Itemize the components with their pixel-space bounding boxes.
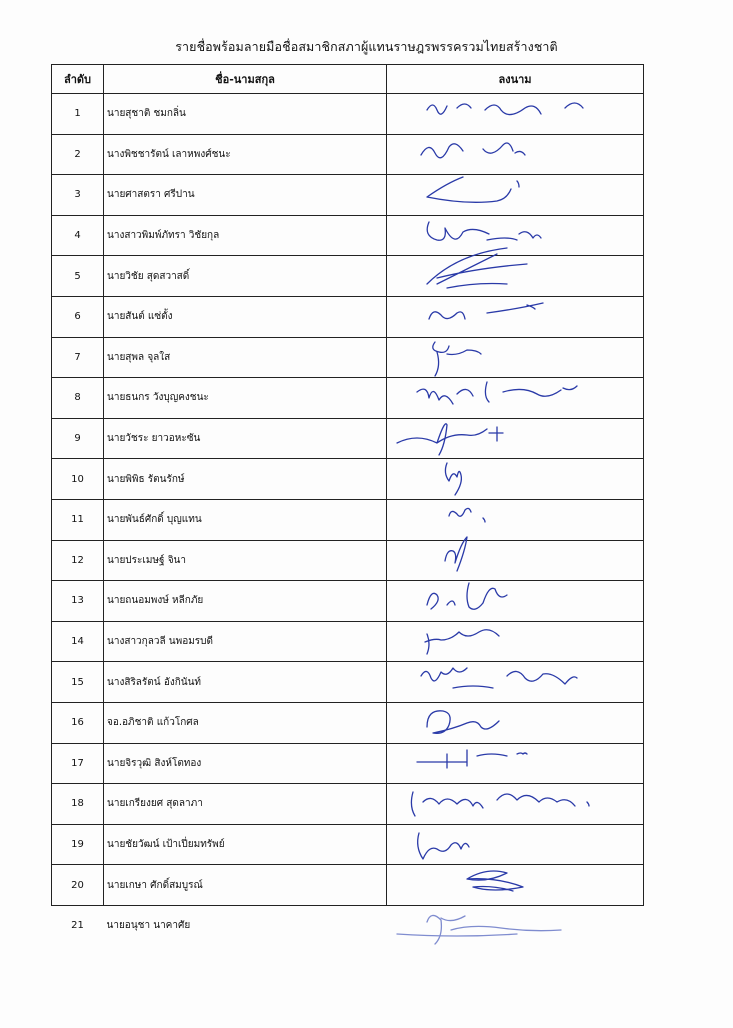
member-name: นายประเมษฐ์ จินา (104, 540, 387, 581)
member-name: นายถนอมพงษ์ หลีกภัย (104, 581, 387, 622)
signature-table (51, 64, 644, 945)
row-number: 20 (52, 865, 104, 906)
row-number: 5 (52, 256, 104, 297)
row-number: 2 (52, 134, 104, 175)
row-number: 14 (52, 621, 104, 662)
member-name: นายชัยวัฒน์ เป้าเปี่ยมทรัพย์ (104, 824, 387, 865)
row-number: 16 (52, 702, 104, 743)
member-name: นายอนุชา นาคาศัย (104, 905, 387, 945)
row-number: 21 (52, 905, 104, 945)
table-row (52, 905, 644, 945)
member-name: นายวัชระ ยาวอหะซัน (104, 418, 387, 459)
member-name: นางพิชชารัตน์ เลาหพงศ์ชนะ (104, 134, 387, 175)
member-name: นายสุชาติ ชมกลิ่น (104, 94, 387, 135)
row-number: 19 (52, 824, 104, 865)
row-number: 11 (52, 499, 104, 540)
member-name: นายเกษา ศักดิ์สมบูรณ์ (104, 865, 387, 906)
member-name: นางสิริลรัตน์ อังกินันท์ (104, 662, 387, 703)
row-number: 12 (52, 540, 104, 581)
row-number: 3 (52, 175, 104, 216)
document-title: รายชื่อพร้อมลายมือชื่อสมาชิกสภาผู้แทนราษฎรพรรครวมไทยสร้างชาติ (175, 39, 558, 54)
member-name: นางสาวพิมพ์ภัทรา วิชัยกุล (104, 215, 387, 256)
member-name: นายวิชัย สุดสวาสดิ์ (104, 256, 387, 297)
member-name: นายพันธ์ศักดิ์ บุญแทน (104, 499, 387, 540)
member-name: นายธนกร วังบุญคงชนะ (104, 378, 387, 419)
signature-cell (387, 905, 644, 945)
header-name: ชื่อ-นามสกุล (104, 65, 387, 94)
row-number: 1 (52, 94, 104, 135)
row-number: 18 (52, 784, 104, 825)
row-number: 15 (52, 662, 104, 703)
member-name: จอ.อภิชาติ แก้วโกศล (104, 702, 387, 743)
member-name: นายสันต์ แซ่ตั้ง (104, 296, 387, 337)
member-name: นายสุพล จุลใส (104, 337, 387, 378)
row-number: 4 (52, 215, 104, 256)
member-name: นางสาวกุลวลี นพอมรบดี (104, 621, 387, 662)
member-name: นายเกรียงยศ สุดลาภา (104, 784, 387, 825)
header-signature: ลงนาม (387, 65, 644, 94)
row-number: 9 (52, 418, 104, 459)
member-name: นายศาสตรา ศรีปาน (104, 175, 387, 216)
row-number: 17 (52, 743, 104, 784)
member-name: นายพิพิธ รัตนรักษ์ (104, 459, 387, 500)
row-number: 13 (52, 581, 104, 622)
row-number: 8 (52, 378, 104, 419)
row-number: 7 (52, 337, 104, 378)
header-no: ลำดับ (52, 65, 104, 94)
handwritten-signature (387, 900, 644, 950)
row-number: 6 (52, 296, 104, 337)
row-number: 10 (52, 459, 104, 500)
member-name: นายจิรวุฒิ สิงห์โตทอง (104, 743, 387, 784)
